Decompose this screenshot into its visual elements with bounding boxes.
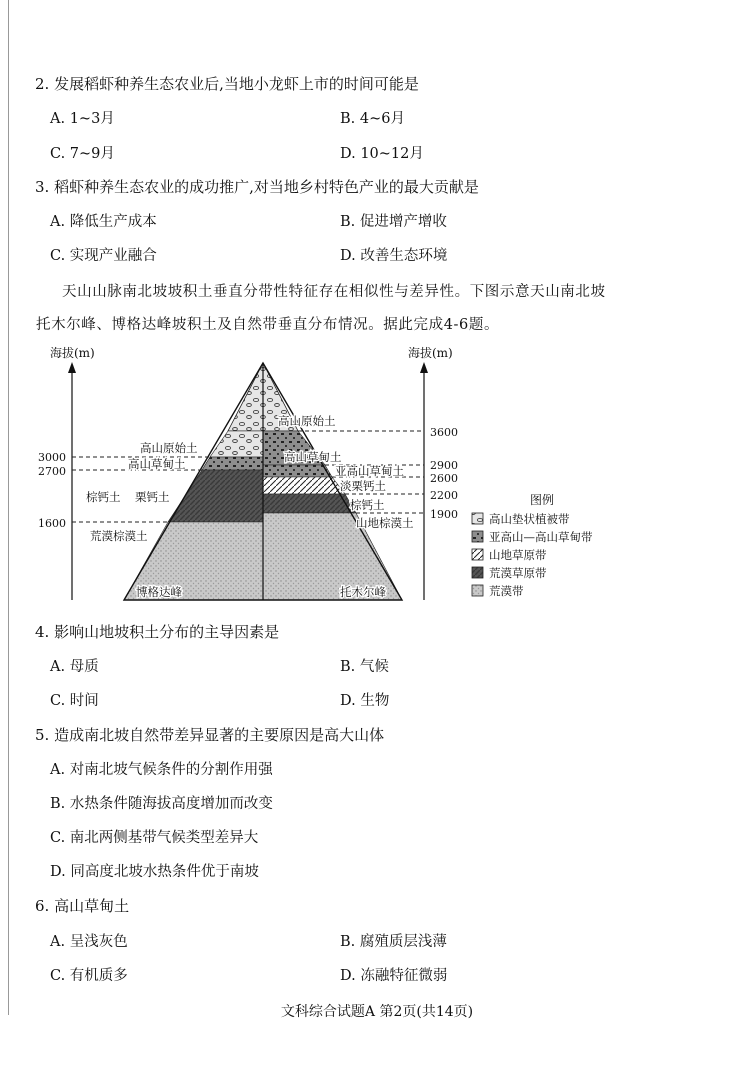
intro-line-1: 天山山脉南北坡坡积土垂直分带性特征存在相似性与差异性。下图示意天山南北坡 xyxy=(62,284,606,300)
legend-label-steppe: 山地草原带 xyxy=(489,548,547,562)
left-soil-alpine-meadow: 高山草甸土 xyxy=(128,457,186,471)
right-soil-mountain-desert-brown: 山地棕漠土 xyxy=(356,516,414,530)
question-6-option-c[interactable]: C. 有机质多 xyxy=(50,968,128,984)
left-tick-3000: 3000 xyxy=(38,451,66,464)
left-axis-arrow-icon xyxy=(68,362,76,373)
legend-swatch-desert xyxy=(472,585,483,596)
right-axis-label: 海拔(m) xyxy=(408,346,453,360)
question-4-option-c[interactable]: C. 时间 xyxy=(50,693,99,709)
question-2-option-a[interactable]: A. 1~3月 xyxy=(50,111,115,127)
question-4-option-a[interactable]: A. 母质 xyxy=(50,659,99,675)
left-soil-brown-calcic: 棕钙土 xyxy=(86,490,121,504)
right-band-subalpine-meadow xyxy=(263,465,332,477)
left-soil-chestnut: 栗钙土 xyxy=(135,490,170,504)
left-peak-label: 博格达峰 xyxy=(136,585,182,599)
legend-swatch-cushion xyxy=(472,513,483,524)
question-5-option-b[interactable]: B. 水热条件随海拔高度增加而改变 xyxy=(50,796,273,812)
left-tick-2700: 2700 xyxy=(38,465,66,478)
right-soil-brown-calcic: 棕钙土 xyxy=(350,498,385,512)
question-6-stem: 6. 高山草甸土 xyxy=(35,897,130,915)
question-6-option-a[interactable]: A. 呈浅灰色 xyxy=(50,934,128,950)
left-soil-desert-brown: 荒漠棕漠土 xyxy=(90,529,148,543)
question-2-option-d[interactable]: D. 10~12月 xyxy=(340,146,424,162)
question-4-option-d[interactable]: D. 生物 xyxy=(340,693,390,709)
question-5-option-a[interactable]: A. 对南北坡气候条件的分割作用强 xyxy=(50,762,273,778)
right-tick-2900: 2900 xyxy=(430,459,458,472)
question-5-stem: 5. 造成南北坡自然带差异显著的主要原因是高大山体 xyxy=(35,726,385,744)
question-5-option-c[interactable]: C. 南北两侧基带气候类型差异大 xyxy=(50,830,259,846)
question-3-stem: 3. 稻虾种养生态农业的成功推广,对当地乡村特色产业的最大贡献是 xyxy=(35,178,479,196)
right-soil-light-chestnut: 淡栗钙土 xyxy=(340,479,386,493)
question-3-option-d[interactable]: D. 改善生态环境 xyxy=(340,248,448,264)
legend xyxy=(472,512,593,598)
right-axis-arrow-icon xyxy=(420,362,428,373)
question-6-option-d[interactable]: D. 冻融特征微弱 xyxy=(340,968,448,984)
question-2-stem: 2. 发展稻虾种养生态农业后,当地小龙虾上市的时间可能是 xyxy=(35,75,419,93)
legend-swatch-steppe xyxy=(472,549,483,560)
left-tick-1600: 1600 xyxy=(38,517,66,530)
left-soil-alpine-primitive: 高山原始土 xyxy=(140,441,198,455)
right-band-steppe xyxy=(263,477,345,494)
question-4-stem: 4. 影响山地坡积土分布的主导因素是 xyxy=(35,623,280,641)
right-soil-alpine-meadow: 高山草甸土 xyxy=(284,450,342,464)
legend-swatch-meadow xyxy=(472,531,483,542)
page-footer: 文科综合试题A 第2页(共14页) xyxy=(280,1004,474,1020)
left-band-cushion-lower xyxy=(210,431,263,457)
question-5-option-d[interactable]: D. 同高度北坡水热条件优于南坡 xyxy=(50,864,259,880)
left-axis-label: 海拔(m) xyxy=(50,346,95,360)
question-4-option-b[interactable]: B. 气候 xyxy=(340,659,389,675)
right-soil-alpine-primitive: 高山原始土 xyxy=(278,414,336,428)
question-3-option-b[interactable]: B. 促进增产增收 xyxy=(340,214,447,230)
legend-label-desert: 荒漠带 xyxy=(489,584,524,598)
legend-label-desert-steppe: 荒漠草原带 xyxy=(489,566,547,580)
question-6-option-b[interactable]: B. 腐殖质层浅薄 xyxy=(340,934,447,950)
left-band-meadow xyxy=(202,457,263,470)
right-peak-label: 托木尔峰 xyxy=(340,585,386,599)
question-3-option-a[interactable]: A. 降低生产成本 xyxy=(50,214,157,230)
question-2-option-c[interactable]: C. 7~9月 xyxy=(50,146,115,162)
right-tick-1900: 1900 xyxy=(430,508,458,521)
intro-line-2: 托木尔峰、博格达峰坡积土及自然带垂直分布情况。据此完成4-6题。 xyxy=(36,317,500,333)
legend-label-cushion: 高山垫状植被带 xyxy=(489,512,570,526)
legend-label-meadow: 亚高山—高山草甸带 xyxy=(489,530,593,544)
legend-title: 图例 xyxy=(530,493,555,507)
legend-swatch-desert-steppe xyxy=(472,567,483,578)
right-tick-3600: 3600 xyxy=(430,426,458,439)
question-2-option-b[interactable]: B. 4~6月 xyxy=(340,111,405,127)
left-band-desert-steppe xyxy=(168,470,263,522)
right-tick-2200: 2200 xyxy=(430,489,458,502)
altitude-soil-diagram xyxy=(0,330,754,610)
right-soil-subalpine-meadow: 亚高山草甸土 xyxy=(335,464,404,478)
question-3-option-c[interactable]: C. 实现产业融合 xyxy=(50,248,157,264)
right-tick-2600: 2600 xyxy=(430,472,458,485)
